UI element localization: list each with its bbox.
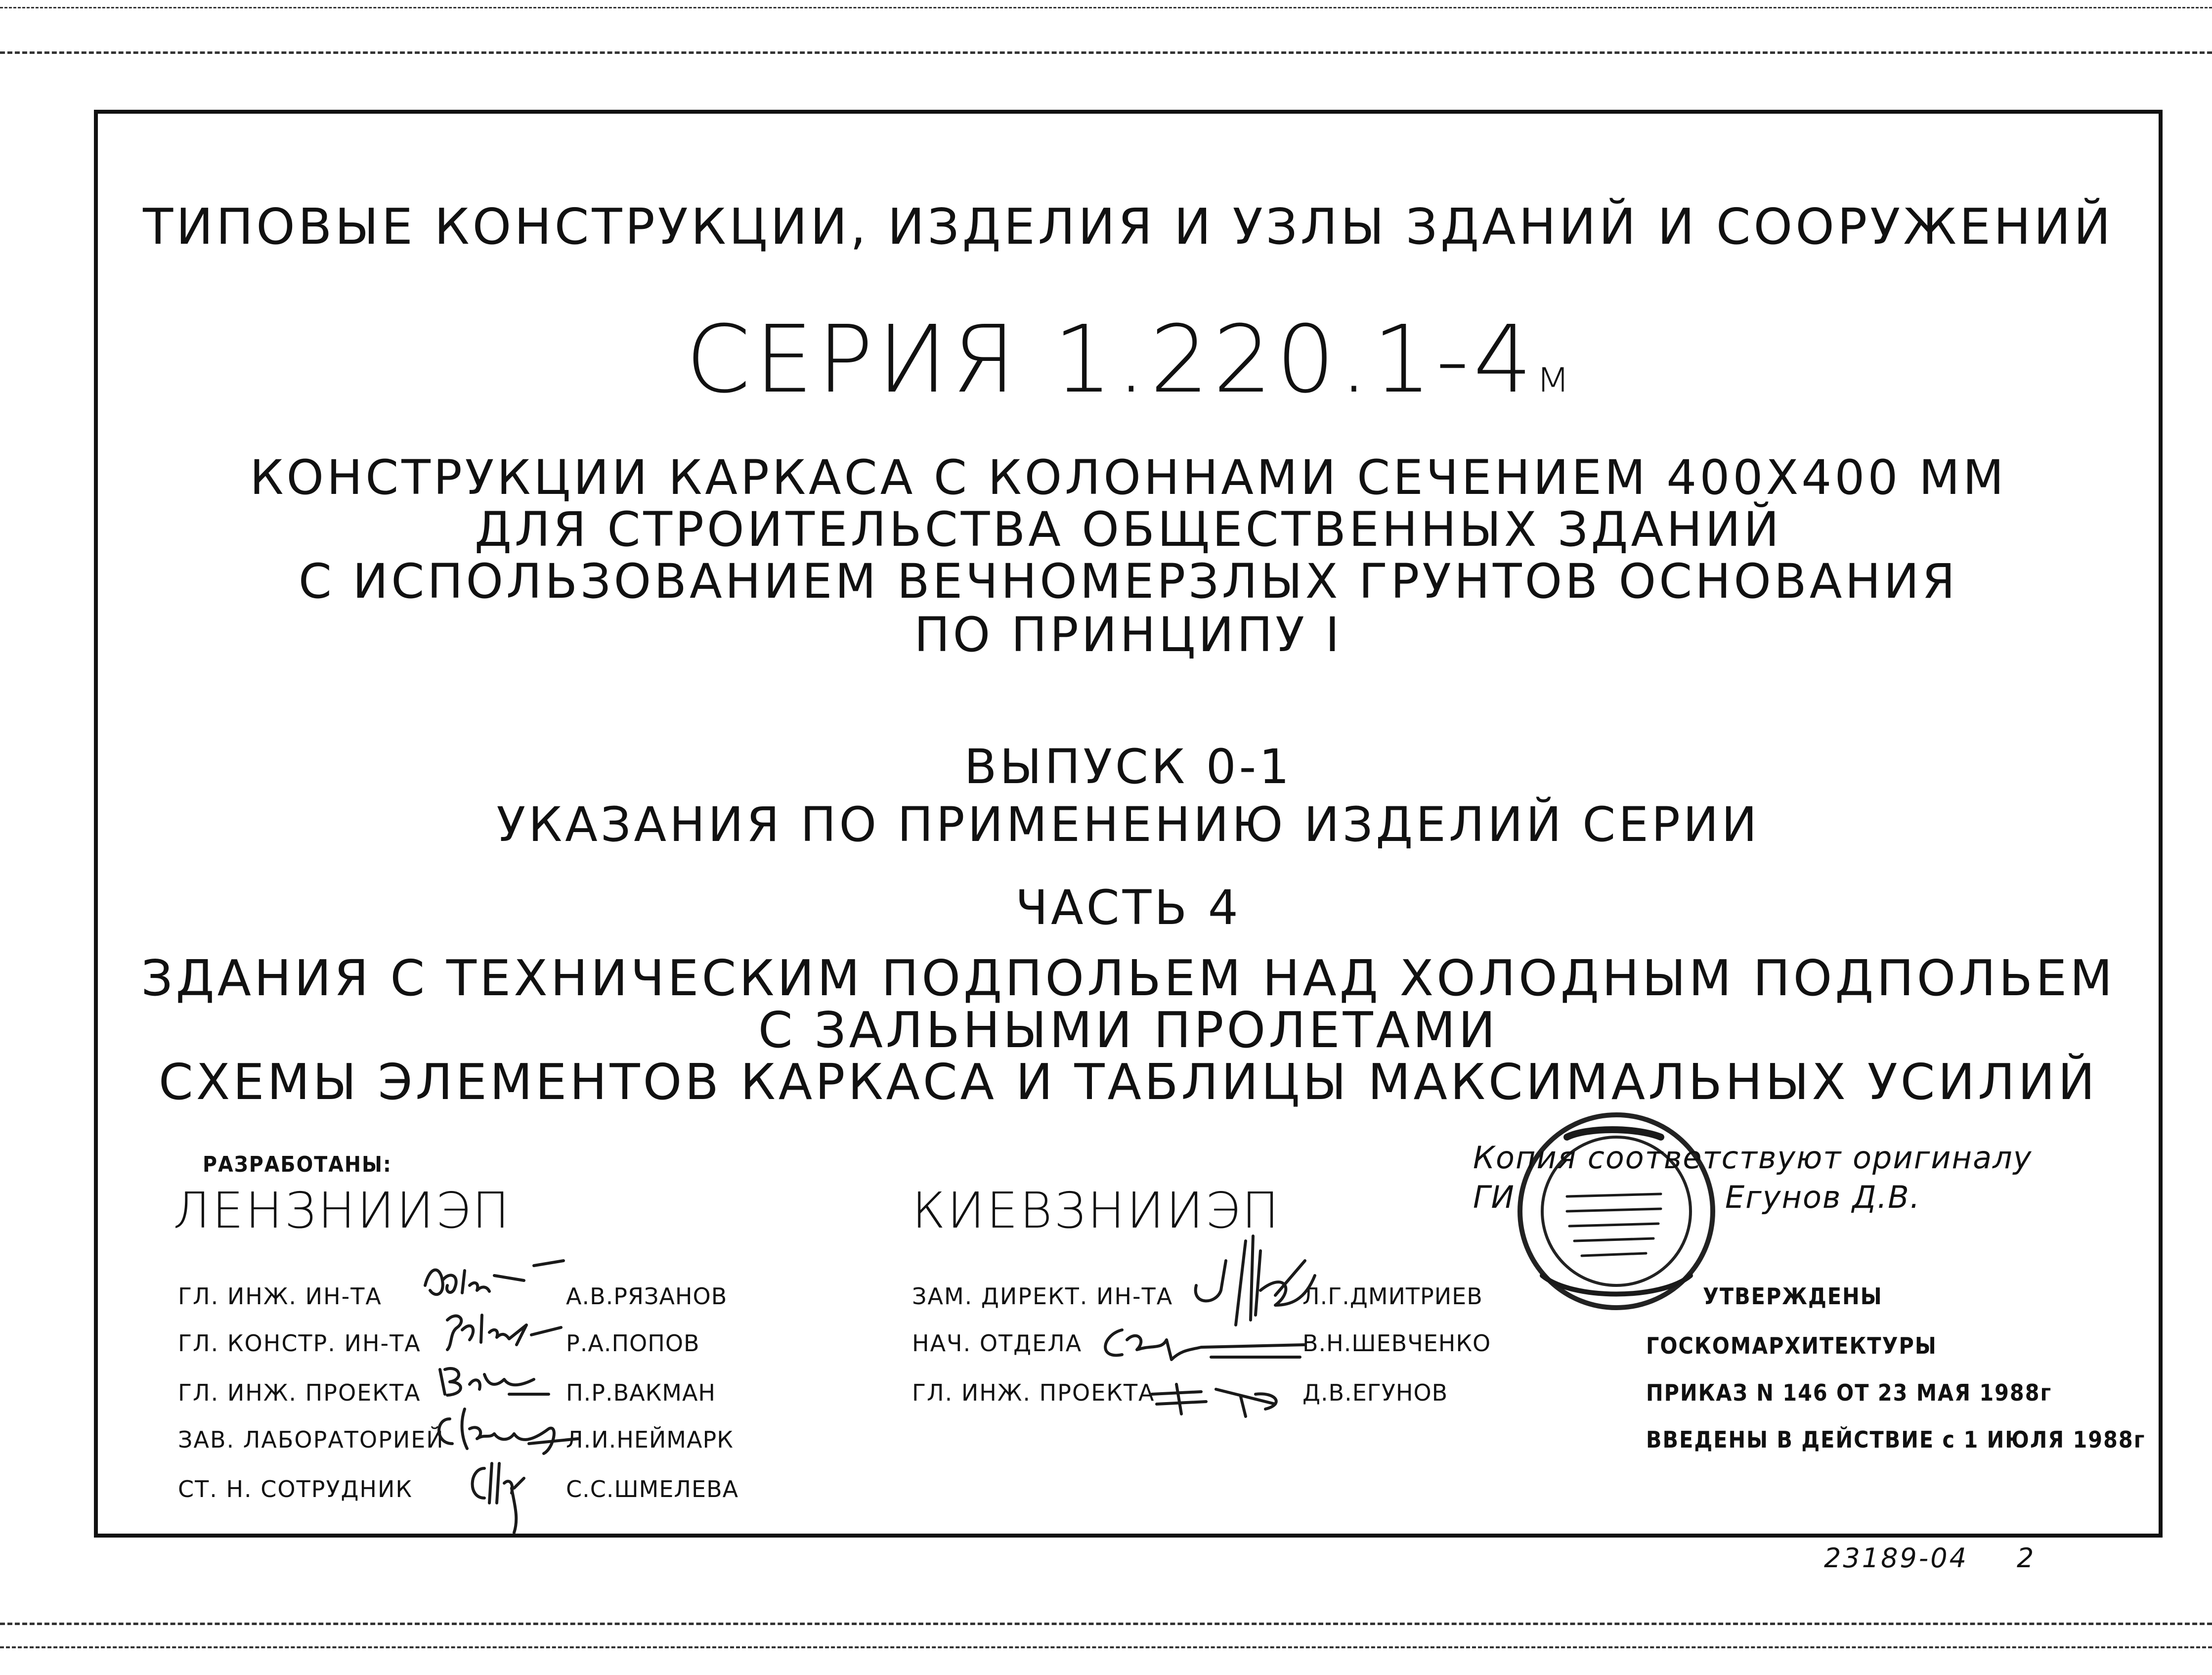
approval-line-3: ПРИКАЗ N 146 ОТ 23 МАЯ 1988г — [1646, 1379, 2052, 1406]
left-name-2: Р.А.ПОПОВ — [566, 1330, 700, 1357]
approval-line-2: ГОСКОМАРХИТЕКТУРЫ — [1646, 1332, 1937, 1359]
description-line-2: ДЛЯ СТРОИТЕЛЬСТВА ОБЩЕСТВЕННЫХ ЗДАНИЙ — [474, 502, 1782, 557]
left-role-1: ГЛ. ИНЖ. ИН-ТА — [178, 1283, 382, 1310]
part-title-line-3: СХЕМЫ ЭЛЕМЕНТОВ КАРКАСА И ТАБЛИЦЫ МАКСИМАЛЬНЫХ УСИЛИЙ — [158, 1053, 2098, 1111]
description-line-3: С ИСПОЛЬЗОВАНИЕМ ВЕЧНОМЕРЗЛЫХ ГРУНТОВ ОСНОВАНИЯ — [298, 554, 1958, 609]
signature-popov — [442, 1305, 571, 1355]
top-rule-inner — [0, 51, 2212, 54]
left-role-4: ЗАВ. ЛАБОРАТОРИЕЙ — [178, 1426, 444, 1453]
issue-title: УКАЗАНИЯ ПО ПРИМЕНЕНИЮ ИЗДЕЛИЙ СЕРИИ — [496, 797, 1760, 852]
copy-note-line-1: Копия соответствуют оригиналу — [1473, 1140, 2033, 1176]
bottom-rule-inner — [0, 1623, 2212, 1625]
copy-note-prefix: ГИ — [1473, 1179, 1515, 1215]
developed-label: РАЗРАБОТАНЫ: — [203, 1152, 392, 1177]
left-name-3: П.Р.ВАКМАН — [566, 1379, 716, 1406]
signature-egunov — [1147, 1374, 1295, 1419]
signature-shmeleva — [465, 1458, 534, 1538]
bottom-rule-outer — [0, 1646, 2212, 1648]
signature-ryazanov — [420, 1256, 568, 1310]
top-rule-outer — [0, 7, 2212, 8]
approval-line-4: ВВЕДЕНЫ В ДЕЙСТВИЕ с 1 ИЮЛЯ 1988г — [1646, 1426, 2146, 1453]
part-title-line-2: С ЗАЛЬНЫМИ ПРОЛЕТАМИ — [758, 1001, 1499, 1059]
sheet-number: 2 — [2017, 1543, 2036, 1574]
series-suffix: м — [1536, 351, 1571, 402]
left-name-5: С.С.ШМЕЛЕВА — [566, 1476, 739, 1502]
signature-shevchenko — [1087, 1320, 1315, 1369]
org-lenzniiep: ЛЕНЗНИИЭП — [173, 1182, 512, 1239]
right-role-1: ЗАМ. ДИРЕКТ. ИН-ТА — [912, 1283, 1173, 1310]
left-role-3: ГЛ. ИНЖ. ПРОЕКТА — [178, 1379, 421, 1406]
left-role-2: ГЛ. КОНСТР. ИН-ТА — [178, 1330, 421, 1357]
part-title-line-1: ЗДАНИЯ С ТЕХНИЧЕСКИМ ПОДПОЛЬЕМ НАД ХОЛОДНЫМ ПОДПОЛЬЕМ — [141, 949, 2116, 1007]
series-label: СЕРИЯ 1.220.1-4 — [686, 306, 1536, 414]
right-role-2: НАЧ. ОТДЕЛА — [912, 1330, 1083, 1357]
org-kievzniiep: КИЕВЗНИИЭП — [912, 1182, 1281, 1239]
right-role-3: ГЛ. ИНЖ. ПРОЕКТА — [912, 1379, 1155, 1406]
certification-stamp-icon — [1513, 1107, 1720, 1315]
right-name-2: В.Н.ШЕВЧЕНКО — [1302, 1330, 1491, 1357]
series-title — [94, 306, 2163, 414]
signature-vakman — [435, 1355, 554, 1404]
part-number: ЧАСТЬ 4 — [1015, 880, 1241, 935]
right-name-3: Д.В.ЕГУНОВ — [1302, 1379, 1448, 1406]
document-number: 23189-04 — [1824, 1543, 1968, 1574]
supertitle: ТИПОВЫЕ КОНСТРУКЦИИ, ИЗДЕЛИЯ И УЗЛЫ ЗДАНИЙ И СООРУЖЕНИЙ — [143, 198, 2114, 256]
approval-line-1: УТВЕРЖДЕНЫ — [1703, 1283, 1883, 1310]
left-name-4: Л.И.НЕЙМАРК — [566, 1426, 734, 1453]
left-name-1: А.В.РЯЗАНОВ — [566, 1283, 728, 1310]
description-line-1: КОНСТРУКЦИИ КАРКАСА С КОЛОННАМИ СЕЧЕНИЕМ 400Х400 ММ — [250, 450, 2007, 505]
left-role-5: СТ. Н. СОТРУДНИК — [178, 1476, 413, 1502]
copy-note-name: Егунов Д.В. — [1725, 1179, 1921, 1215]
signature-neimark — [430, 1404, 588, 1458]
right-name-1: Л.Г.ДМИТРИЕВ — [1302, 1283, 1483, 1310]
description-line-4: ПО ПРИНЦИПУ I — [914, 607, 1343, 662]
signature-dmitriev — [1176, 1231, 1325, 1330]
issue-number: ВЫПУСК 0-1 — [964, 739, 1293, 794]
